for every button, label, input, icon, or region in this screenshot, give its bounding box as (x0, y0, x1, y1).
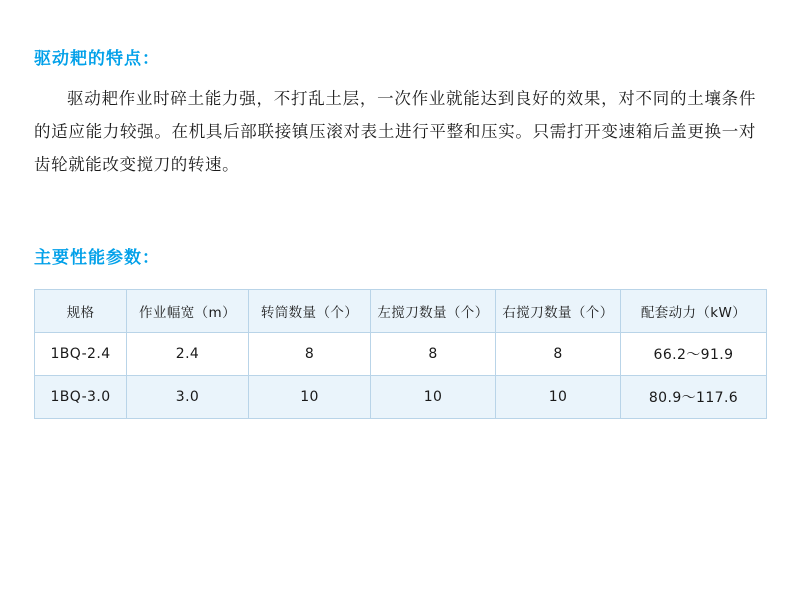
table-header-row (35, 289, 767, 332)
parameters-heading: 主要性能参数： (34, 247, 160, 268)
specifications-table (34, 289, 767, 419)
column-header-spec: 规格 (35, 289, 127, 332)
table-body (35, 332, 767, 418)
section-spacer (34, 181, 766, 247)
cell-left-blade-count: 8 (371, 332, 496, 375)
cell-spec: 1BQ-2.4 (35, 332, 127, 375)
cell-spec: 1BQ-3.0 (35, 375, 127, 418)
column-header-right-blade-count: 右搅刀数量（个） (496, 289, 621, 332)
column-header-matched-power: 配套动力（kW） (621, 289, 767, 332)
cell-drum-count: 8 (249, 332, 371, 375)
cell-right-blade-count: 10 (496, 375, 621, 418)
table-header (35, 289, 767, 332)
column-header-left-blade-count: 左搅刀数量（个） (371, 289, 496, 332)
cell-working-width: 2.4 (127, 332, 249, 375)
cell-working-width: 3.0 (127, 375, 249, 418)
cell-drum-count: 10 (249, 375, 371, 418)
column-header-working-width: 作业幅宽（m） (127, 289, 249, 332)
column-header-drum-count: 转筒数量（个） (249, 289, 371, 332)
table-row (35, 332, 767, 375)
cell-left-blade-count: 10 (371, 375, 496, 418)
cell-right-blade-count: 8 (496, 332, 621, 375)
cell-matched-power: 80.9～117.6 (621, 375, 767, 418)
table-row (35, 375, 767, 418)
features-heading: 驱动耙的特点： (34, 49, 160, 69)
cell-matched-power: 66.2～91.9 (621, 332, 767, 375)
features-paragraph: 驱动耙作业时碎土能力强，不打乱土层，一次作业就能达到良好的效果，对不同的土壤条件的适应能力较强。在机具后部联接镇压滚对表土进行平整和压实。只需打开变速箱后盖更换一对齿轮就能改变搅刀的转速。 (34, 88, 756, 174)
